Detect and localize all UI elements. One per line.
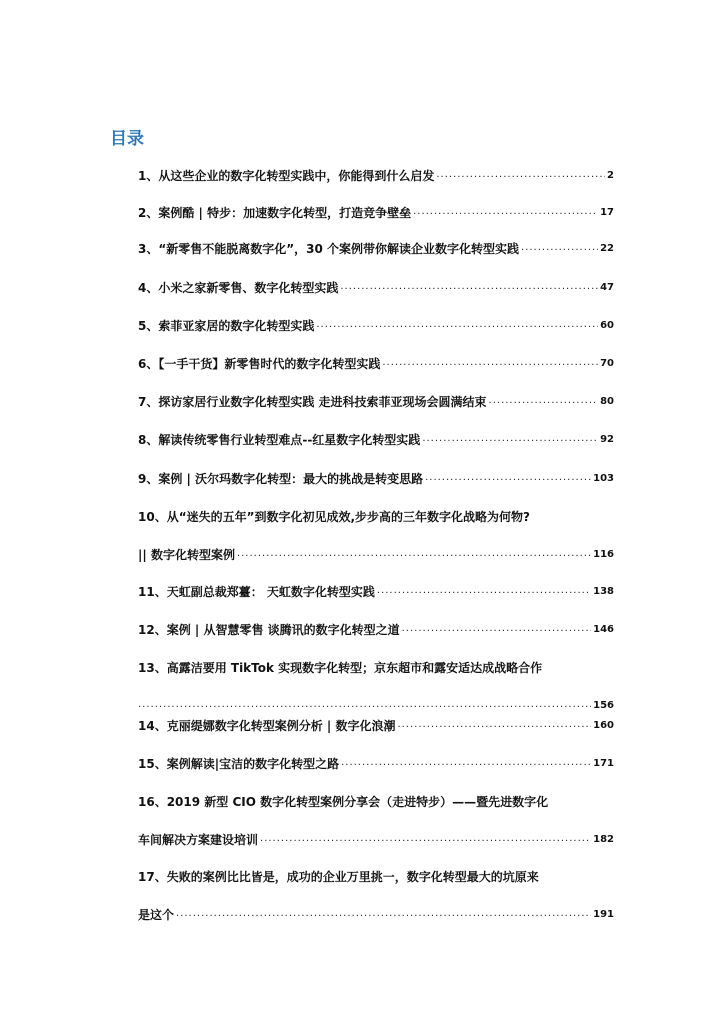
toc-entry-text: 14、克丽缇娜数字化转型案例分析 | 数字化浪潮: [138, 719, 396, 733]
toc-entry-text: 12、案例 | 从智慧零售 谈腾讯的数字化转型之道: [138, 623, 400, 637]
toc-entry-text: 6、【一手干货】新零售时代的数字化转型实践: [138, 357, 381, 371]
toc-entry-text: 13、高露洁要用 TikTok 实现数字化转型；京东超市和露安适达成战略合作: [138, 661, 543, 675]
toc-entry-7[interactable]: [138, 394, 614, 410]
toc-entry-3[interactable]: [138, 241, 614, 257]
toc-entry-16[interactable]: [138, 794, 614, 848]
dot-leader: [413, 204, 598, 220]
dot-leader: [382, 355, 598, 371]
toc-entry-text: 4、小米之家新零售、数字化转型实践: [138, 281, 339, 295]
toc-entry-text: 9、案例 | 沃尔玛数字化转型：最大的挑战是转变思路: [138, 472, 424, 486]
toc-entry-10[interactable]: [138, 509, 614, 563]
toc-entry-8[interactable]: [138, 432, 614, 448]
toc-title: 目录: [110, 129, 144, 149]
dot-leader: [138, 697, 591, 713]
toc-entry-text: 15、案例解读|宝洁的数字化转型之路: [138, 757, 340, 771]
toc-entry-17[interactable]: [138, 869, 614, 923]
dot-leader: [436, 167, 605, 183]
dot-leader: [521, 240, 598, 256]
toc-page-number: 171: [593, 758, 614, 769]
toc-page-number: 2: [607, 170, 614, 181]
toc-entry-text: 5、索菲亚家居的数字化转型实践: [138, 319, 315, 333]
toc-entry-text: 16、2019 新型 CIO 数字化转型案例分享会（走进特步）——暨先进数字化: [138, 795, 549, 809]
toc-page-number: 116: [593, 549, 614, 560]
toc-page-number: 92: [600, 434, 614, 445]
toc-page-number: 70: [600, 358, 614, 369]
toc-entry-4[interactable]: [138, 280, 614, 296]
dot-leader: [176, 906, 591, 922]
dot-leader: [397, 717, 591, 733]
dot-leader: [237, 546, 591, 562]
toc-entry-text-continued: 是这个: [138, 908, 175, 922]
toc-entry-11[interactable]: [138, 584, 614, 600]
toc-entry-text-continued: 车间解决方案建设培训: [138, 833, 259, 847]
toc-entry-9[interactable]: [138, 471, 614, 487]
toc-page-number: 156: [593, 700, 614, 711]
dot-leader: [425, 470, 591, 486]
toc-entry-text: 11、天虹副总裁郑薹： 天虹数字化转型实践: [138, 585, 375, 599]
toc-page-number: 191: [593, 909, 614, 920]
dot-leader: [489, 393, 599, 409]
toc-entry-text-continued: || 数字化转型案例: [138, 548, 235, 562]
dot-leader: [260, 831, 591, 847]
toc-page-number: 160: [593, 720, 614, 731]
toc-page-number: 22: [600, 243, 614, 254]
toc-entry-text: 3、“新零售不能脱离数字化”，30 个案例带你解读企业数字化转型实践: [138, 242, 520, 256]
toc-entry-text: 1、从这些企业的数字化转型实践中，你能得到什么启发: [138, 169, 435, 183]
toc-page-number: 47: [600, 282, 614, 293]
dot-leader: [402, 621, 592, 637]
toc-entry-6[interactable]: [138, 356, 614, 372]
toc-entry-2[interactable]: [138, 205, 614, 221]
toc-page-number: 146: [593, 624, 614, 635]
dot-leader: [340, 279, 598, 295]
toc-page-number: 103: [593, 473, 614, 484]
toc-page-number: 138: [593, 586, 614, 597]
toc-entry-text: 17、失败的案例比比皆是，成功的企业万里挑一，数字化转型最大的坑原来: [138, 870, 539, 884]
toc-page-number: 60: [600, 320, 614, 331]
dot-leader: [316, 317, 598, 333]
toc-page-number: 17: [600, 207, 614, 218]
toc-entry-text: 8、解读传统零售行业转型难点--红星数字化转型实践: [138, 433, 421, 447]
toc-entry-13[interactable]: [138, 660, 614, 714]
toc-entry-text: 2、案例酷 | 特步：加速数字化转型，打造竞争壁垒: [138, 206, 412, 220]
toc-entry-5[interactable]: [138, 318, 614, 334]
dot-leader: [341, 755, 591, 771]
toc-entry-12[interactable]: [138, 622, 614, 638]
toc-page-number: 80: [600, 396, 614, 407]
toc-entry-text: 7、探访家居行业数字化转型实践 走进科技索菲亚现场会圆满结束: [138, 395, 487, 409]
toc-page-number: 182: [593, 834, 614, 845]
toc-entry-1[interactable]: [138, 168, 614, 184]
toc-entry-15[interactable]: [138, 756, 614, 772]
toc-entry-14[interactable]: [138, 718, 614, 734]
toc-entry-text: 10、从“迷失的五年”到数字化初见成效,步步高的三年数字化战略为何物?: [138, 510, 530, 524]
dot-leader: [422, 431, 598, 447]
dot-leader: [377, 583, 591, 599]
